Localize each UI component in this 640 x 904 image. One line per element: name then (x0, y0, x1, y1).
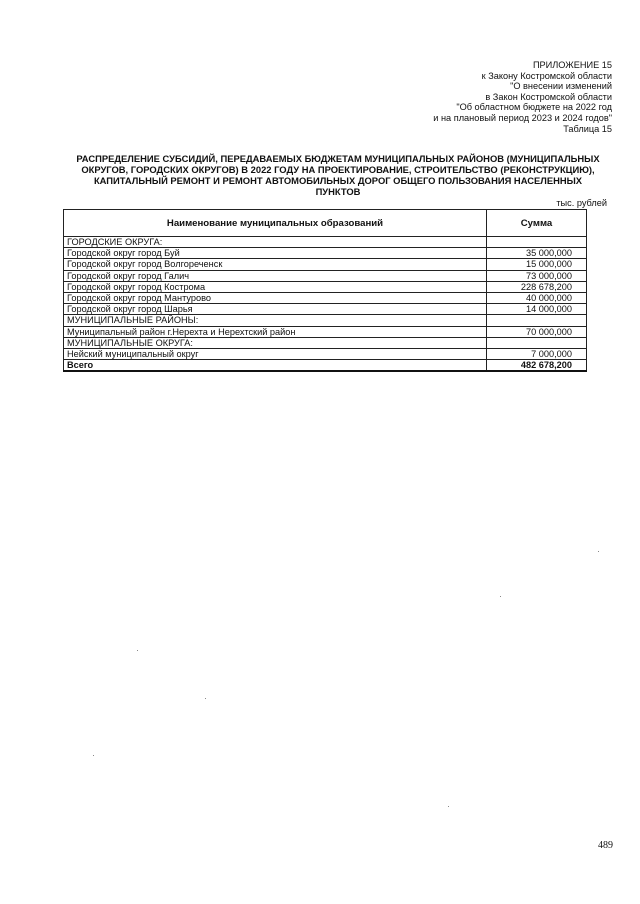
row-name: МУНИЦИПАЛЬНЫЕ ОКРУГА: (64, 337, 487, 348)
row-sum (487, 237, 587, 248)
row-name: Городской округ город Шарья (64, 304, 487, 315)
appendix-planning-period: и на плановый период 2023 и 2024 годов" (433, 112, 612, 123)
table-row (64, 259, 587, 270)
row-sum (487, 315, 587, 326)
row-sum: 7 000,000 (487, 349, 587, 360)
title-line: ОКРУГОВ, ГОРОДСКИХ ОКРУГОВ) В 2022 ГОДУ НА ПРОЕКТИРОВАНИЕ, СТРОИТЕЛЬСТВО (РЕКОНСТРУКЦИЮ), (81, 164, 595, 175)
row-sum: 73 000,000 (487, 270, 587, 281)
row-sum: 228 678,200 (487, 281, 587, 292)
row-sum: 35 000,000 (487, 248, 587, 259)
appendix-law-name: в Закон Костромской области (485, 91, 612, 102)
table-row (64, 315, 587, 326)
title-line: КАПИТАЛЬНЫЙ РЕМОНТ И РЕМОНТ АВТОМОБИЛЬНЫХ ДОРОГ ОБЩЕГО ПОЛЬЗОВАНИЯ НАСЕЛЕННЫХ (93, 175, 583, 186)
table-row (64, 349, 587, 360)
table-row (64, 270, 587, 281)
title-line: ПУНКТОВ (315, 186, 361, 197)
row-name: Городской округ город Галич (64, 270, 487, 281)
scan-speck (500, 596, 501, 597)
scan-speck (205, 698, 206, 699)
document-title (60, 153, 616, 197)
appendix-budget-year: "Об областном бюджете на 2022 год (456, 102, 612, 113)
table-row (64, 326, 587, 337)
table-row (64, 281, 587, 292)
appendix-header (312, 60, 612, 134)
row-name: Нейский муниципальный округ (64, 349, 487, 360)
page-number: 489 (598, 840, 613, 851)
units-label: тыс. рублей (556, 198, 607, 208)
row-sum: 40 000,000 (487, 293, 587, 304)
table-row (64, 237, 587, 248)
row-sum (487, 337, 587, 348)
column-header-name: Наименование муниципальных образований (64, 210, 487, 237)
table-row (64, 304, 587, 315)
scan-speck (448, 806, 449, 807)
row-sum: 70 000,000 (487, 326, 587, 337)
row-name: Городской округ город Волгореченск (64, 259, 487, 270)
row-name: Муниципальный район г.Нерехта и Нерехтский район (64, 326, 487, 337)
scan-speck (137, 650, 138, 651)
table-row (64, 293, 587, 304)
total-label: Всего (64, 360, 487, 372)
title-line: РАСПРЕДЕЛЕНИЕ СУБСИДИЙ, ПЕРЕДАВАЕМЫХ БЮДЖЕТАМ МУНИЦИПАЛЬНЫХ РАЙОНОВ (МУНИЦИПАЛЬНЫХ (76, 153, 600, 164)
row-name: ГОРОДСКИЕ ОКРУГА: (64, 237, 487, 248)
row-name: Городской округ город Буй (64, 248, 487, 259)
appendix-amendment: "О внесении изменений (510, 81, 612, 92)
table-row (64, 337, 587, 348)
appendix-law-ref: к Закону Костромской области (481, 70, 612, 81)
appendix-number: ПРИЛОЖЕНИЕ 15 (532, 60, 612, 70)
row-name: МУНИЦИПАЛЬНЫЕ РАЙОНЫ: (64, 315, 487, 326)
total-sum: 482 678,200 (487, 360, 587, 372)
row-sum: 15 000,000 (487, 259, 587, 270)
scan-speck (598, 551, 599, 552)
row-name: Городской округ город Мантурово (64, 293, 487, 304)
total-row (64, 360, 587, 372)
table-header-row (64, 210, 587, 237)
appendix-table-number: Таблица 15 (563, 123, 612, 134)
column-header-sum: Сумма (487, 210, 587, 237)
subsidies-table (63, 209, 587, 372)
row-sum: 14 000,000 (487, 304, 587, 315)
scan-speck (93, 755, 94, 756)
table-row (64, 248, 587, 259)
row-name: Городской округ город Кострома (64, 281, 487, 292)
